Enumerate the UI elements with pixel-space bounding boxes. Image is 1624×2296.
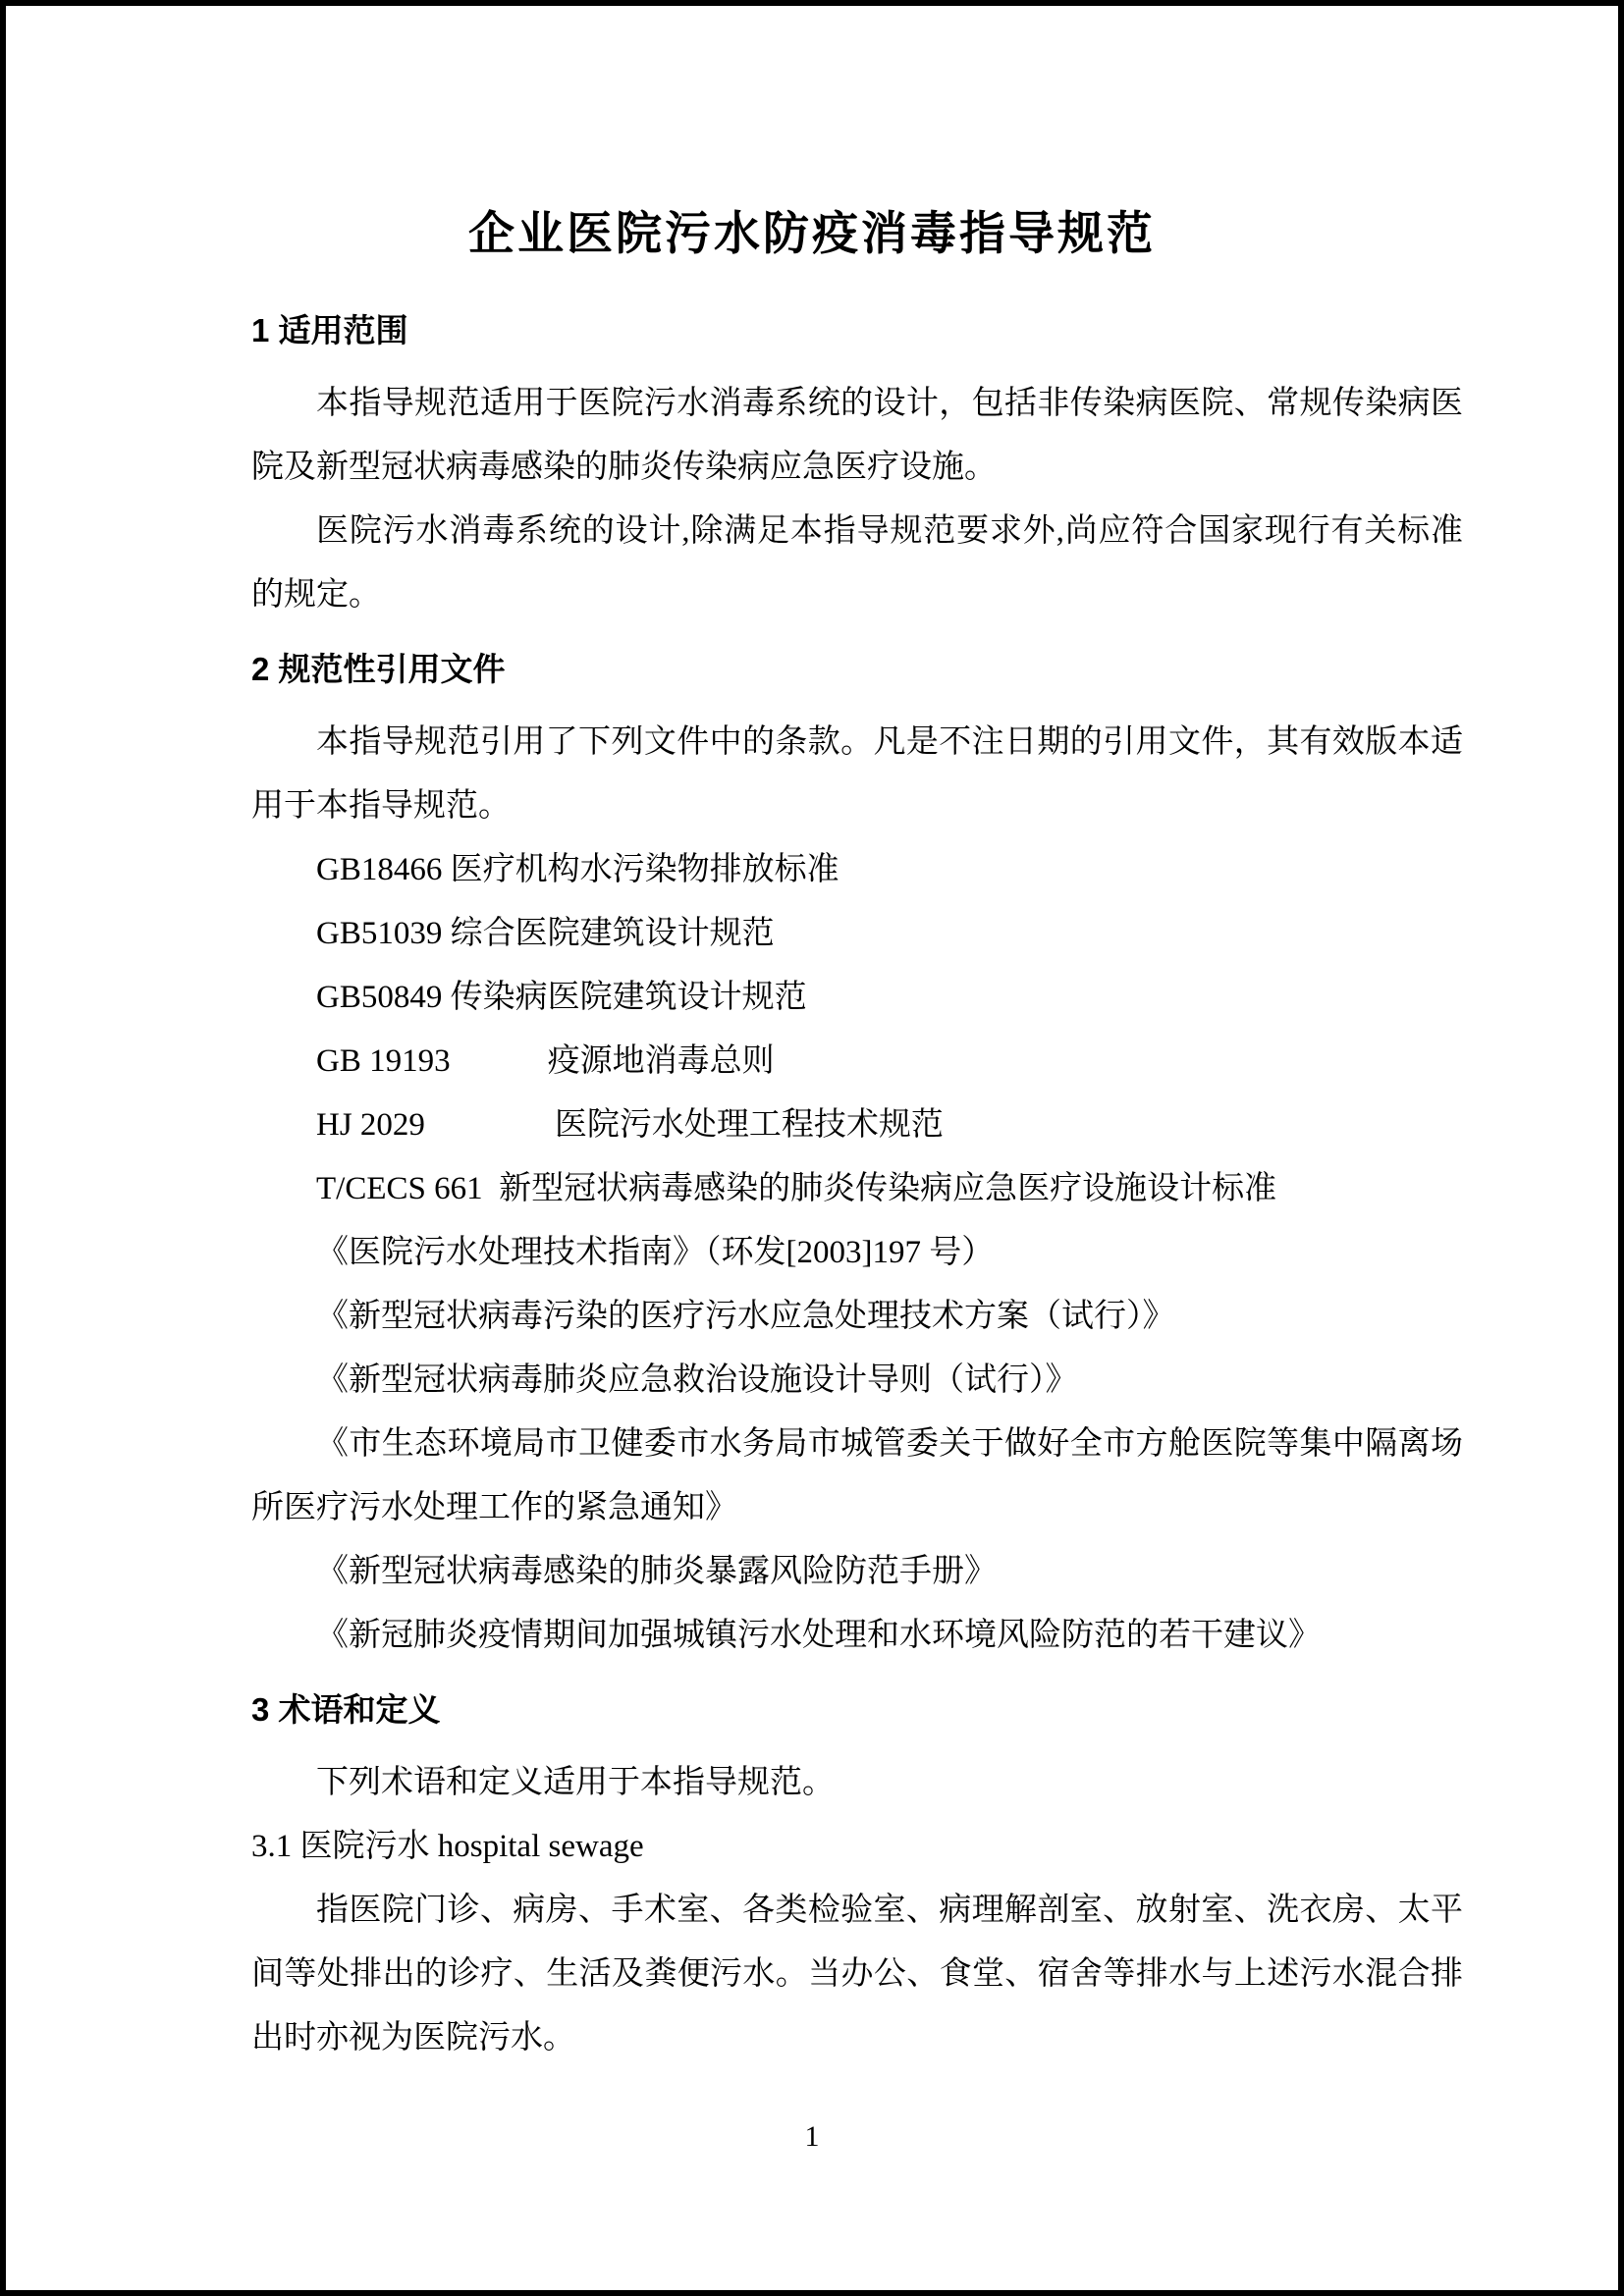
reference-item: T/CECS 661 新型冠状病毒感染的肺炎传染病应急医疗设施设计标准 xyxy=(316,1171,1277,1206)
section-heading-terms: 3 术语和定义 xyxy=(251,1691,441,1728)
reference-item: 《新型冠状病毒肺炎应急救治设施设计导则（试行）》 xyxy=(316,1362,1078,1398)
reference-item: GB18466 医疗机构水污染物排放标准 xyxy=(316,852,839,887)
reference-item: HJ 2029 医院污水处理工程技术规范 xyxy=(316,1107,944,1143)
reference-item: GB51039 综合医院建筑设计规范 xyxy=(316,916,775,951)
page-number: 1 xyxy=(804,2120,820,2153)
reference-item: 《医院污水处理技术指南》（环发[2003]197 号） xyxy=(316,1235,995,1270)
reference-item: 《新型冠状病毒感染的肺炎暴露风险防范手册》 xyxy=(316,1554,997,1589)
section-heading-scope: 1 适用范围 xyxy=(251,312,408,348)
term-id: 3.1 医院污水 hospital sewage xyxy=(251,1829,644,1864)
reference-item: 《新型冠状病毒污染的医疗污水应急处理技术方案（试行）》 xyxy=(316,1299,1175,1334)
reference-item: GB 19193 疫源地消毒总则 xyxy=(316,1043,775,1079)
paragraph-scope-2: 医院污水消毒系统的设计,除满足本指导规范要求外,尚应符合国家现行有关标准的规定。 xyxy=(251,513,1463,613)
document-title: 企业医院污水防疫消毒指导规范 xyxy=(468,207,1156,259)
paragraph-terms-intro: 下列术语和定义适用于本指导规范。 xyxy=(316,1765,835,1800)
term-definition: 指医院门诊、病房、手术室、各类检验室、病理解剖室、放射室、洗衣房、太平间等处排出的诊疗、生活及粪便污水。当办公、食堂、宿舍等排水与上述污水混合排出时亦视为医院污水。 xyxy=(251,1893,1463,2056)
reference-item: 《市生态环境局市卫健委市水务局市城管委关于做好全市方舱医院等集中隔离场所医疗污水处理工作的紧急通知》 xyxy=(251,1426,1463,1525)
reference-item: GB50849 传染病医院建筑设计规范 xyxy=(316,980,807,1015)
reference-item: 《新冠肺炎疫情期间加强城镇污水处理和水环境风险防范的若干建议》 xyxy=(316,1618,1321,1653)
paragraph-scope-1: 本指导规范适用于医院污水消毒系统的设计，包括非传染病医院、常规传染病医院及新型冠状病毒感染的肺炎传染病应急医疗设施。 xyxy=(251,386,1463,485)
section-heading-references: 2 规范性引用文件 xyxy=(251,651,506,687)
document-body xyxy=(6,298,1618,2070)
paragraph-references-intro: 本指导规范引用了下列文件中的条款。凡是不注日期的引用文件，其有效版本适用于本指导规范。 xyxy=(251,724,1463,824)
